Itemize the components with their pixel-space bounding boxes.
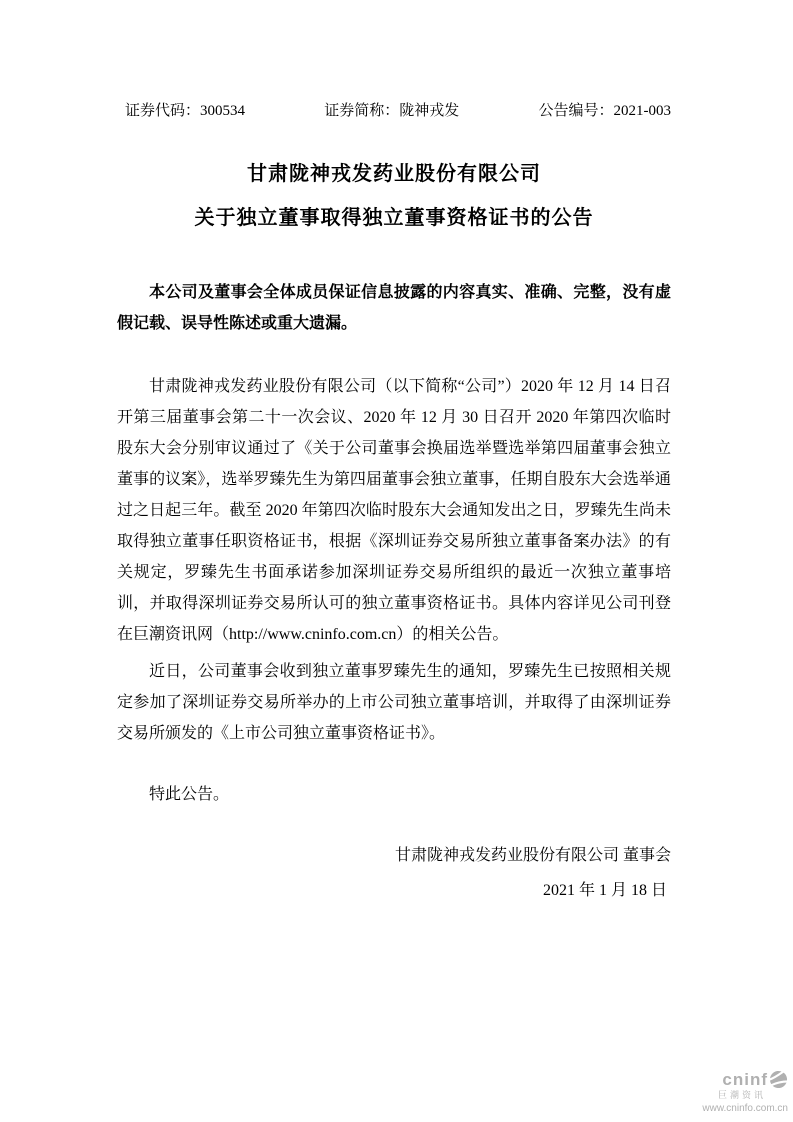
body-paragraph-2: 近日，公司董事会收到独立董事罗臻先生的通知，罗臻先生已按照相关规定参加了深圳证券交易所举办的上市公司独立董事培训，并取得了由深圳证券交易所颁发的《上市公司独立董事资格证书》。 [117, 663, 671, 742]
announcement-title: 关于独立董事取得独立董事资格证书的公告 [194, 207, 594, 229]
document-header [117, 101, 671, 121]
cninfo-watermark [702, 1070, 788, 1114]
cninfo-swirl-icon [769, 1070, 788, 1089]
cninfo-url: www.cninfo.com.cn [702, 1102, 788, 1114]
disclaimer-paragraph: 本公司及董事会全体成员保证信息披露的内容真实、准确、完整，没有虚假记载、误导性陈述或重大遗漏。 [117, 284, 671, 332]
stock-short-name: 证券简称：陇神戎发 [324, 103, 460, 119]
stock-code: 证券代码：300534 [125, 103, 246, 119]
closing-statement: 特此公告。 [149, 786, 230, 803]
signature-date: 2021 年 1 月 18 日 [542, 882, 667, 899]
company-name-title: 甘肃陇神戎发药业股份有限公司 [247, 163, 541, 185]
signature-company-board: 甘肃陇神戎发药业股份有限公司 董事会 [394, 847, 671, 864]
cninfo-chinese-name: 巨潮资讯 [717, 1090, 766, 1101]
body-paragraph-1: 甘肃陇神戎发药业股份有限公司（以下简称“公司”）2020 年 12 月 14 日召开第三届董事会第二十一次会议、2020 年 12 月 30 日召开 2020 年第四次临时股东大会分别审议通过了《关于公司董事会换届选举暨选举第四届董事会独立董事的议案》，选举罗臻先生为第四届董事会独立董事，任期自股东大会选举通过之日起三年。截至 2020 年第四次临时股东大会通知发出之日，罗臻先生尚未取得独立董事任职资格证书，根据《深圳证券交易所独立董事备案办法》的有关规定，罗臻先生书面承诺参加深圳证券交易所组织的最近一次独立董事培训，并取得深圳证券交易所认可的独立董事资格证书。具体内容详见公司刊登在巨潮资讯网（http://www.cninfo.com.cn）的相关公告。 [117, 378, 671, 643]
cninfo-logo-text: cninf [722, 1069, 768, 1089]
signature-block [117, 838, 671, 908]
announcement-number: 公告编号：2021-003 [538, 103, 671, 119]
